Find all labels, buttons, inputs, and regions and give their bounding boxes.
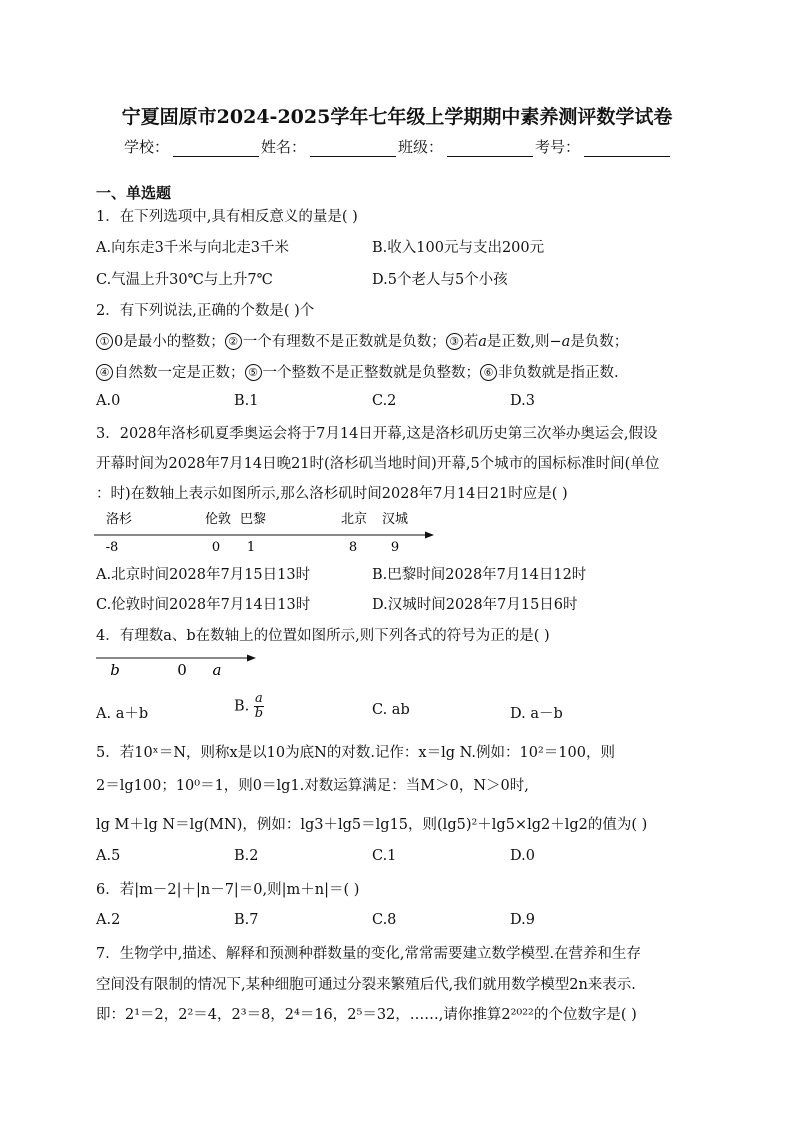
q2-statements-line1: ① 0是最小的整数； ② 一个有理数不是正数就是负数； ③ 若a是正数,则−a是负数； bbox=[96, 330, 628, 351]
q4-stem: 4．有理数a、b在数轴上的位置如图所示,则下列各式的符号为正的是( ) bbox=[96, 628, 550, 644]
q5-line1: 5．若10ˣ＝N，则称x是以10为底N的对数.记作：x＝lg N.例如：10²＝100，则 bbox=[96, 745, 615, 761]
statement-3-part2: 是正数,则 bbox=[486, 334, 550, 350]
zero-label: 0 bbox=[177, 661, 187, 679]
school-blank[interactable] bbox=[173, 140, 259, 157]
q5-option-c: C.1 bbox=[372, 848, 397, 864]
point-b-label: b bbox=[110, 661, 120, 679]
statement-5-marker: ⑤ bbox=[245, 364, 262, 381]
school-label: 学校： bbox=[124, 138, 170, 156]
tick-label-9: 9 bbox=[390, 540, 400, 555]
statement-5: 一个整数不是正整数就是负整数； bbox=[262, 365, 480, 381]
tick-label-1: 1 bbox=[246, 540, 256, 555]
q1-stem: 1．在下列选项中,具有相反意义的量是( ) bbox=[96, 209, 358, 225]
q1-option-c: C.气温上升30℃与上升7℃ bbox=[96, 272, 273, 288]
q2-option-b: B.1 bbox=[234, 393, 259, 409]
fraction-denominator: b bbox=[254, 706, 264, 721]
q1-option-b: B.收入100元与支出200元 bbox=[372, 240, 545, 256]
q5-option-b: B.2 bbox=[234, 848, 259, 864]
fraction-a-over-b bbox=[254, 692, 264, 721]
q2-option-a: A.0 bbox=[96, 393, 121, 409]
q6-option-c: C.8 bbox=[372, 912, 397, 928]
statement-4: 自然数一定是正数； bbox=[114, 365, 245, 381]
q1-option-a: A.向东走3千米与向北走3千米 bbox=[96, 240, 290, 256]
q5-option-d: D.0 bbox=[510, 848, 535, 864]
q3-option-c: C.伦敦时间2028年7月14日13时 bbox=[96, 597, 311, 613]
statement-2-marker: ② bbox=[225, 333, 242, 350]
city-label-seoul: 汉城 bbox=[381, 512, 409, 527]
q5-line3: lg M＋lg N＝lg(MN)，例如：lg3＋lg5＝lg15，则(lg5)²＋lg5×lg2＋lg2的值为( ) bbox=[96, 817, 648, 833]
statement-1-marker: ① bbox=[96, 333, 113, 350]
section-heading: 一、单选题 bbox=[96, 184, 172, 202]
q2-option-d: D.3 bbox=[510, 393, 535, 409]
class-label: 班级： bbox=[398, 138, 444, 156]
q6-option-b: B.7 bbox=[234, 912, 259, 928]
q3-option-a: A.北京时间2028年7月15日13时 bbox=[96, 567, 311, 583]
student-info-row bbox=[124, 136, 672, 157]
tick-label-0: 0 bbox=[211, 540, 221, 555]
exam-number-blank[interactable] bbox=[584, 140, 670, 157]
q4-option-b-label: B. bbox=[234, 698, 250, 715]
tick-label-8: 8 bbox=[348, 540, 358, 555]
city-label-london: 伦敦 bbox=[204, 512, 232, 527]
q3-option-d: D.汉城时间2028年7月15日6时 bbox=[372, 597, 578, 613]
q6-stem: 6．若|m－2|＋|n－7|＝0,则|m＋n|＝( ) bbox=[96, 882, 360, 898]
statement-3-part3: 是负数； bbox=[570, 334, 629, 350]
q5-option-a: A.5 bbox=[96, 848, 121, 864]
q4-option-d: D. a－b bbox=[510, 706, 563, 722]
q3-option-b: B.巴黎时间2028年7月14日12时 bbox=[372, 567, 587, 583]
q1-option-d: D.5个老人与5个小孩 bbox=[372, 272, 508, 288]
q3-line1: 3．2028年洛杉矶夏季奥运会将于7月14日开幕,这是洛杉矶历史第三次举办奥运会,假设 bbox=[96, 426, 658, 442]
statement-6: 非负数就是指正数. bbox=[498, 365, 619, 381]
statement-6-marker: ⑥ bbox=[480, 364, 497, 381]
q4-option-a: A. a＋b bbox=[96, 706, 149, 722]
city-label-los-angeles: 洛杉 bbox=[106, 512, 133, 527]
statement-4-marker: ④ bbox=[96, 364, 113, 381]
name-blank[interactable] bbox=[310, 140, 396, 157]
statement-3-marker: ③ bbox=[446, 333, 463, 350]
q2-statements-line2 bbox=[96, 361, 619, 382]
q2-stem: 2．有下列说法,正确的个数是( )个 bbox=[96, 303, 315, 319]
class-blank[interactable] bbox=[447, 140, 533, 157]
city-label-beijing: 北京 bbox=[340, 512, 368, 527]
q4-option-c: C. ab bbox=[372, 702, 410, 718]
point-a-label: a bbox=[212, 661, 222, 679]
q3-line3: ：时)在数轴上表示如图所示,那么洛杉矶时间2028年7月14日21时应是( ) bbox=[96, 486, 568, 502]
q3-line2: 开幕时间为2028年7月14日晚21时(洛杉矶当地时间)开幕,5个城市的国标标准时间(单位 bbox=[96, 456, 660, 472]
q7-line3: 即：2¹＝2，2²＝4，2³＝8，2⁴＝16，2⁵＝32，……,请你推算2²⁰²²的个位数字是( ) bbox=[96, 1007, 637, 1023]
statement-3-part1: 若 bbox=[463, 334, 479, 350]
city-label-paris: 巴黎 bbox=[239, 512, 267, 527]
name-label: 姓名： bbox=[261, 138, 307, 156]
q5-line2: 2＝lg100；10⁰＝1，则0＝lg1.对数运算满足：当M＞0，N＞0时, bbox=[96, 778, 529, 794]
q6-option-a: A.2 bbox=[96, 912, 121, 928]
statement-1: 0是最小的整数； bbox=[114, 334, 225, 350]
fraction-numerator: a bbox=[254, 691, 263, 706]
q4-number-line bbox=[90, 648, 270, 680]
q4-option-b bbox=[234, 692, 264, 721]
q7-line1: 7．生物学中,描述、解释和预测种群数量的变化,常常需要建立数学模型.在营养和生存 bbox=[96, 946, 642, 962]
statement-2: 一个有理数不是正数就是负数； bbox=[242, 334, 446, 350]
q3-number-line bbox=[90, 506, 450, 556]
tick-label-neg8: -8 bbox=[105, 540, 119, 555]
q6-option-d: D.9 bbox=[510, 912, 535, 928]
exam-number-label: 考号： bbox=[535, 138, 581, 156]
q7-line2: 空间没有限制的情况下,某种细胞可通过分裂来繁殖后代,我们就用数学模型2n来表示. bbox=[96, 977, 636, 993]
exam-title: 宁夏固原市2024-2025学年七年级上学期期中素养测评数学试卷 bbox=[121, 106, 673, 128]
q2-option-c: C.2 bbox=[372, 393, 397, 409]
